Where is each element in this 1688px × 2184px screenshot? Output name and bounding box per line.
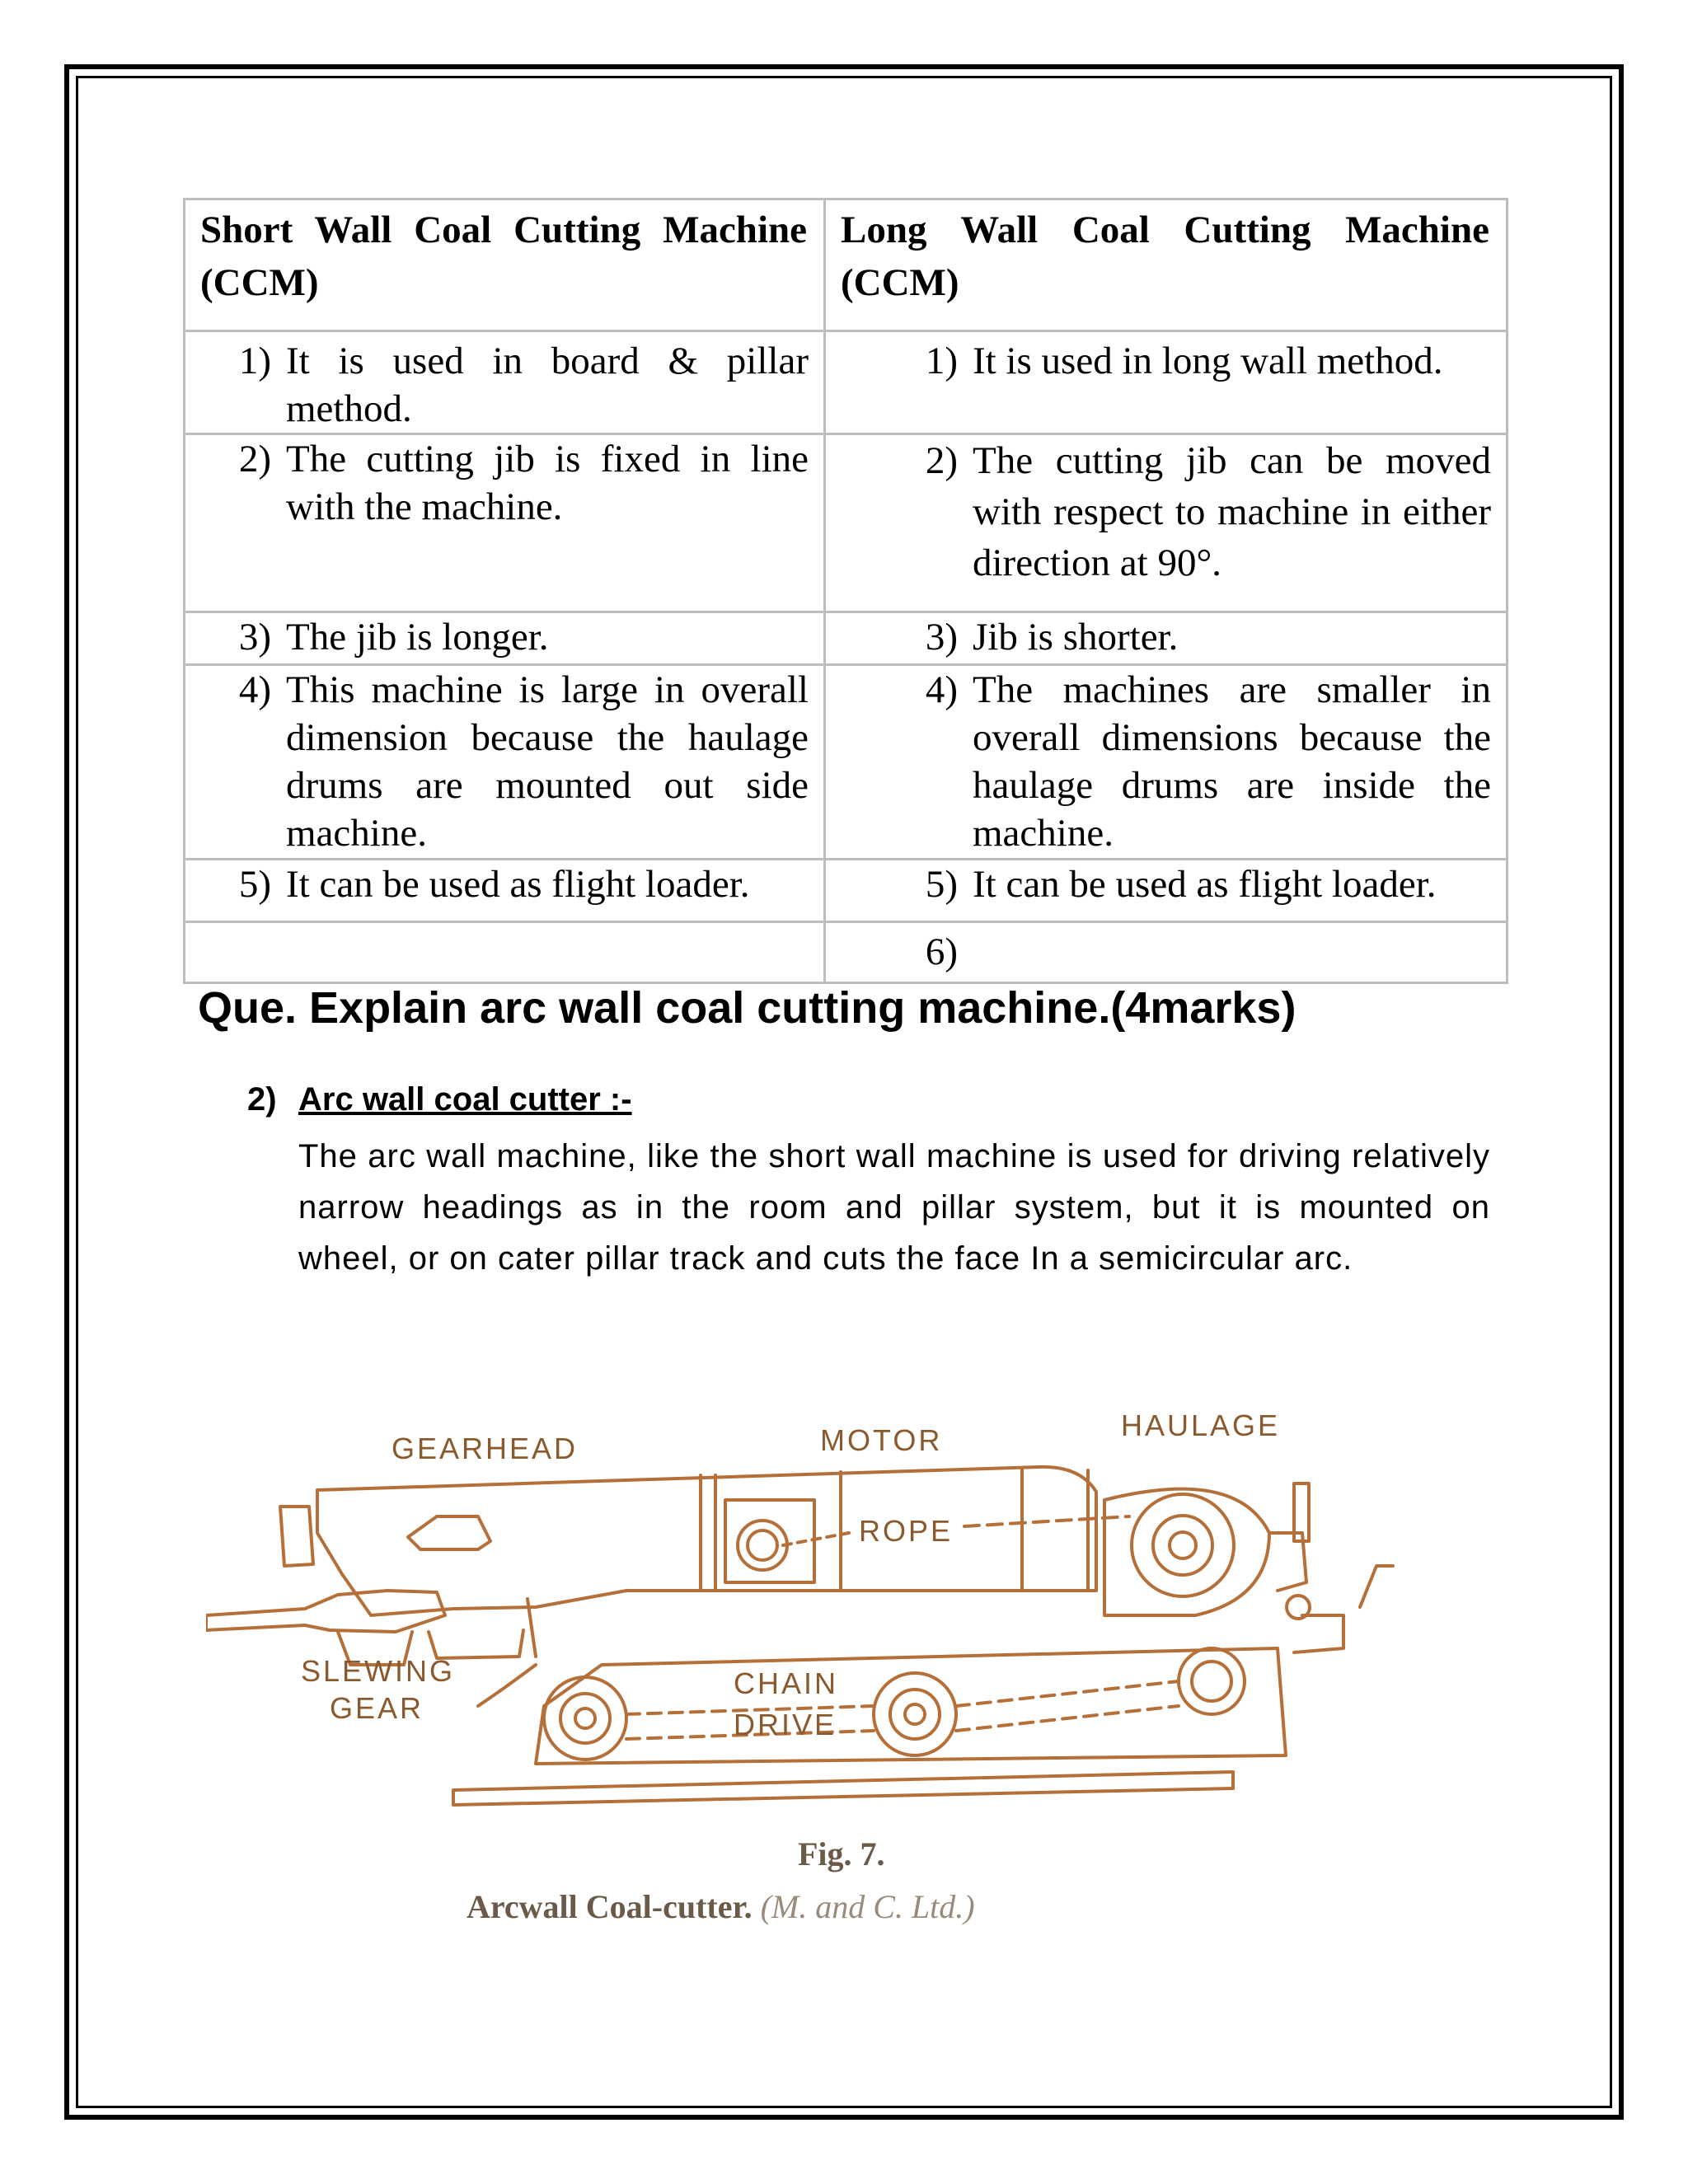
header-long-wall: Long Wall Coal Cutting Machine (CCM) — [825, 199, 1507, 331]
caption-title: Arcwall Coal-cutter. — [467, 1888, 753, 1925]
header-short-wall: Short Wall Coal Cutting Machine (CCM) — [185, 199, 825, 331]
label-haulage: HAULAGE — [1121, 1408, 1281, 1442]
table-cell-right: 2) The cutting jib can be moved with respect to machine in either direction at 90°. — [825, 434, 1507, 612]
rail — [453, 1772, 1233, 1805]
table-cell-left — [185, 922, 825, 983]
figure-number: Fig. 7. — [798, 1835, 885, 1872]
figure-caption — [467, 1887, 975, 1926]
table-cell-right: 1) It is used in long wall method. — [825, 331, 1507, 434]
table-cell-left: 3) The jib is longer. — [185, 612, 825, 665]
label-motor: MOTOR — [820, 1423, 943, 1457]
table-row — [185, 922, 1507, 983]
table-cell-left: 5) It can be used as flight loader. — [185, 860, 825, 922]
label-rope: ROPE — [859, 1514, 954, 1548]
table-cell-left: 2) The cutting jib is fixed in line with the machine. — [185, 434, 825, 612]
table-row — [185, 612, 1507, 665]
table-cell-right: 5) It can be used as flight loader. — [825, 860, 1507, 922]
comparison-table — [183, 198, 1508, 984]
table-cell-right: 4) The machines are smaller in overall dimensions because the haulage drums are inside the machine. — [825, 665, 1507, 860]
table-header-row — [185, 199, 1507, 331]
label-drive: DRIVE — [734, 1708, 837, 1741]
table-cell-right: 3) Jib is shorter. — [825, 612, 1507, 665]
table-cell-right: 6) — [825, 922, 1507, 983]
table-row — [185, 665, 1507, 860]
section-title: Arc wall coal cutter :- — [298, 1081, 632, 1118]
section-number: 2) — [247, 1081, 277, 1118]
section-paragraph: The arc wall machine, like the short wall machine is used for driving relatively narrow headings as in the room and pillar system, but it is mounted on wheel, or on cater pillar track and cuts the face In a semicircular arc. — [298, 1138, 1490, 1277]
question-heading: Que. Explain arc wall coal cutting machine.(4marks) — [198, 983, 1296, 1033]
caption-credit: (M. and C. Ltd.) — [760, 1888, 975, 1925]
table-row — [185, 331, 1507, 434]
table-cell-left: 1) It is used in board & pillar method. — [185, 331, 825, 434]
section-heading — [247, 1081, 632, 1118]
label-slewing: SLEWING — [301, 1654, 456, 1688]
label-gear: GEAR — [330, 1691, 424, 1725]
table-row — [185, 434, 1507, 612]
label-gearhead: GEARHEAD — [392, 1432, 579, 1465]
table-cell-left: 4) This machine is large in overall dimension because the haulage drums are mounted out side machine. — [185, 665, 825, 860]
table-row — [185, 860, 1507, 922]
label-chain: CHAIN — [734, 1666, 839, 1700]
